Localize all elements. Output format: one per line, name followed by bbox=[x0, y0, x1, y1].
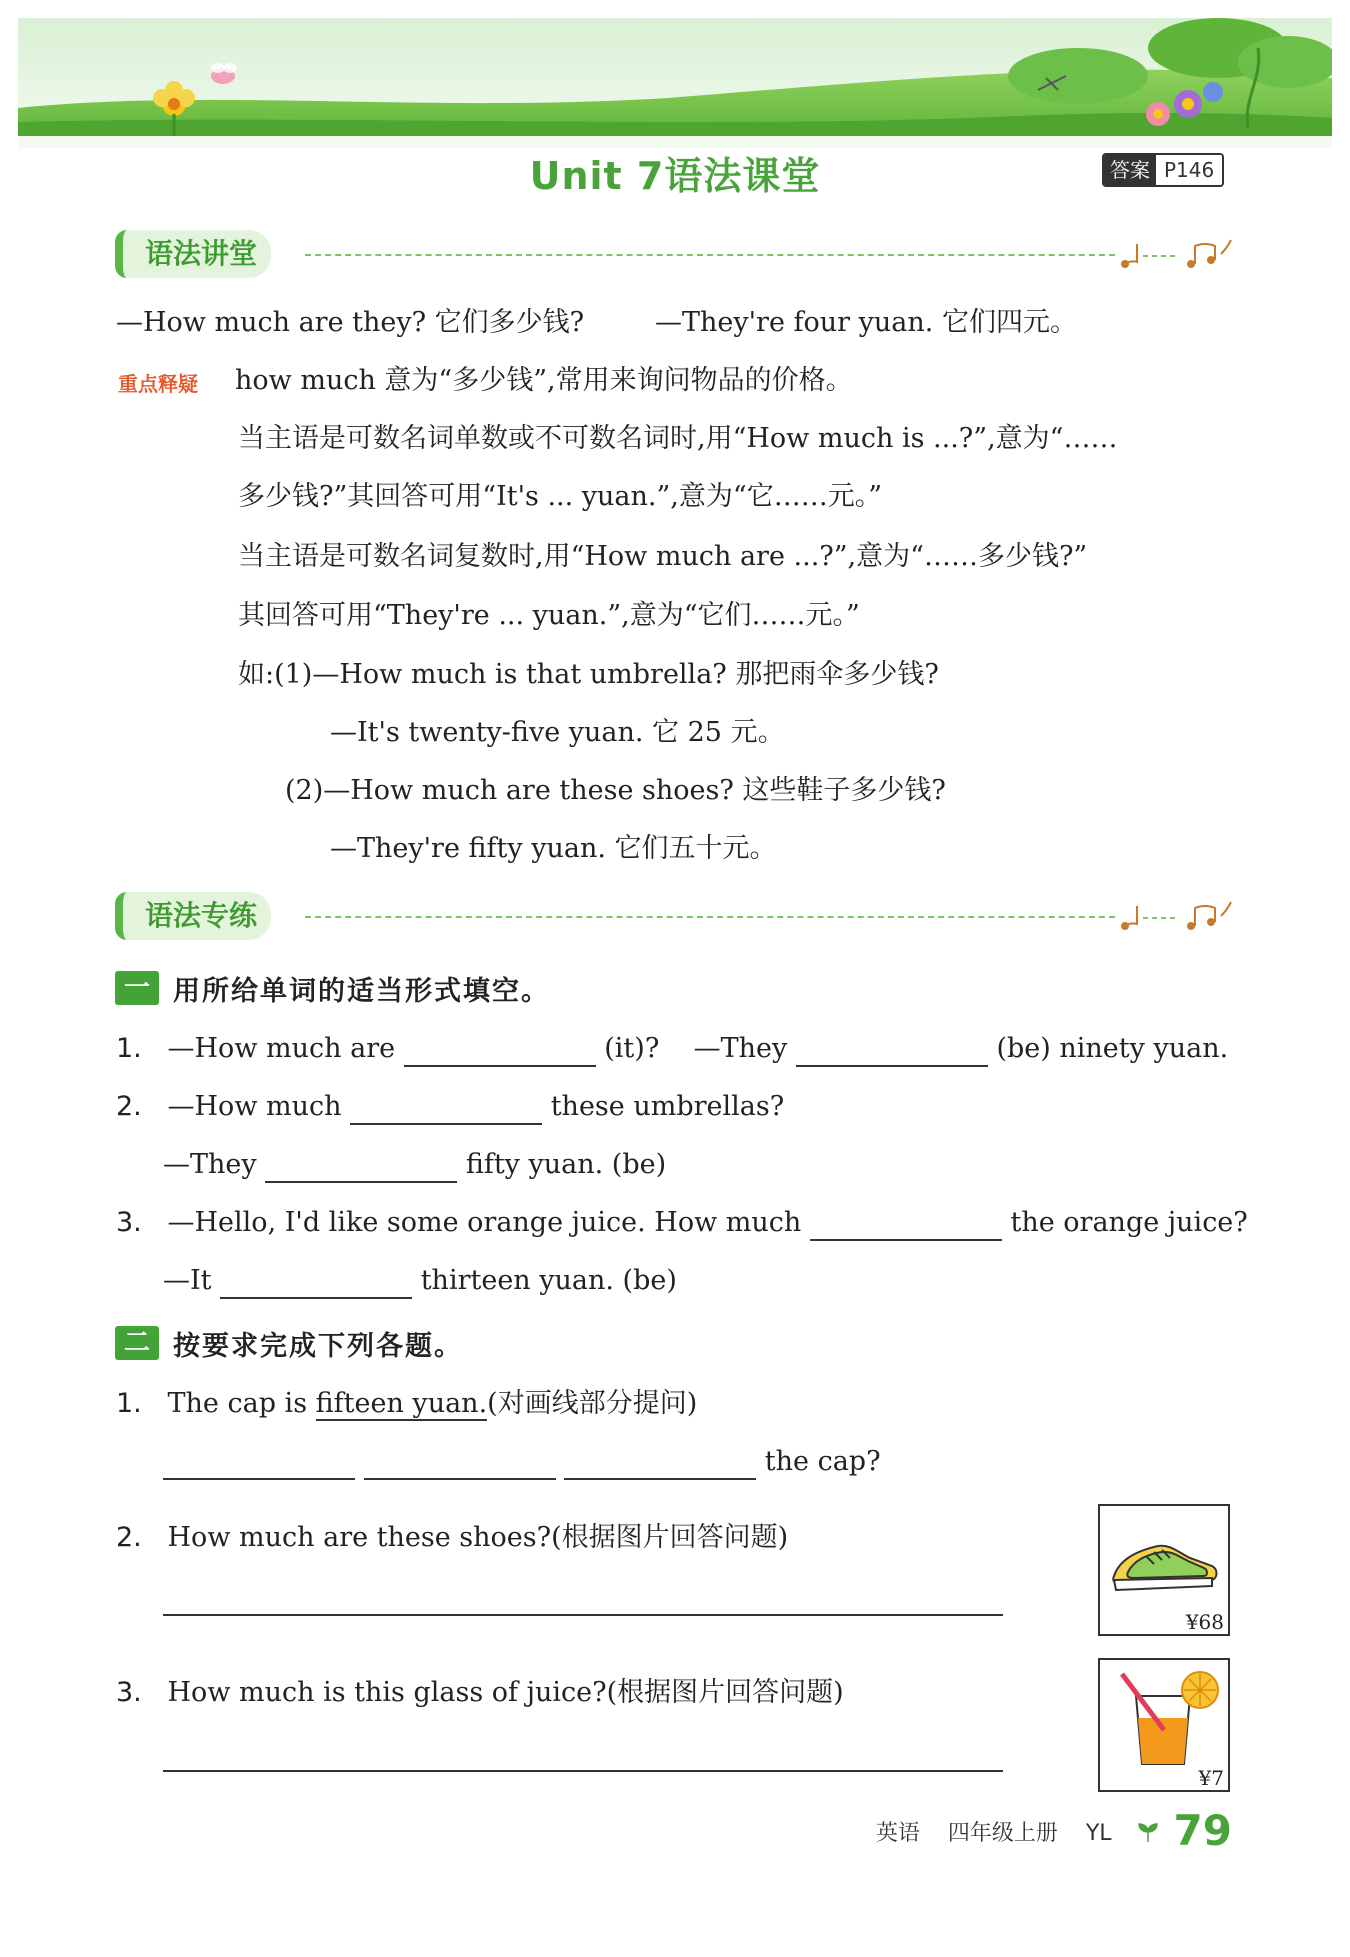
answer-page: P146 bbox=[1156, 155, 1222, 185]
question-1-2b: —They fifty yuan. (be) bbox=[163, 1147, 666, 1183]
answer-blank[interactable] bbox=[564, 1448, 756, 1480]
exercise-instruction: 用所给单词的适当形式填空。 bbox=[173, 975, 550, 1007]
juice-price: ¥7 bbox=[1198, 1766, 1224, 1790]
leaf-icon bbox=[1136, 1820, 1160, 1844]
meadow-banner-illustration bbox=[18, 18, 1332, 148]
answer-line[interactable] bbox=[163, 1740, 1003, 1772]
shoes-price: ¥68 bbox=[1185, 1610, 1224, 1634]
example-line: —It's twenty-five yuan. 它 25 元。 bbox=[330, 717, 785, 748]
juice-picture bbox=[1098, 1658, 1230, 1792]
answer-blank[interactable] bbox=[796, 1035, 988, 1067]
answer-blank[interactable] bbox=[404, 1035, 596, 1067]
answer-page-badge bbox=[1102, 153, 1224, 187]
exercise-number: 一 bbox=[115, 971, 159, 1005]
section-label: 语法专练 bbox=[115, 892, 271, 940]
example-answer: —They're four yuan. 它们四元。 bbox=[655, 307, 1077, 338]
question-1-1: 1. —How much are (it)? —They (be) ninety yuan. bbox=[116, 1031, 1228, 1067]
footer-edition: YL bbox=[1085, 1821, 1112, 1846]
exercise-instruction: 按要求完成下列各题。 bbox=[173, 1330, 463, 1362]
question-2-1: 1. The cap is fifteen yuan.(对画线部分提问) bbox=[116, 1388, 698, 1419]
explanation-line: 多少钱?”其回答可用“It's ... yuan.”,意为“它……元。” bbox=[238, 481, 882, 512]
section-header-grammar-practice bbox=[115, 892, 1235, 944]
section-label: 语法讲堂 bbox=[115, 230, 271, 278]
exercise-number: 二 bbox=[115, 1326, 159, 1360]
answer-blank[interactable] bbox=[810, 1209, 1002, 1241]
sneakers-icon bbox=[1100, 1506, 1228, 1614]
answer-line[interactable] bbox=[163, 1584, 1003, 1616]
section-divider bbox=[305, 916, 1115, 918]
key-point-tag: 重点释疑 bbox=[118, 372, 198, 396]
music-notes-icon bbox=[1115, 896, 1235, 936]
unit-label: Unit 7 bbox=[529, 154, 665, 198]
section-header-grammar-lecture bbox=[115, 230, 1235, 282]
exercise-1-header bbox=[115, 968, 550, 1008]
question-1-2a: 2. —How much these umbrellas? bbox=[116, 1089, 784, 1125]
explanation-line: how much 意为“多少钱”,常用来询问物品的价格。 bbox=[235, 365, 853, 396]
explanation-line: 当主语是可数名词复数时,用“How much are ...?”,意为“……多少钱?” bbox=[238, 541, 1088, 572]
explanation-line: 其回答可用“They're ... yuan.”,意为“它们……元。” bbox=[238, 600, 860, 631]
question-2-2: 2. How much are these shoes?(根据图片回答问题) bbox=[116, 1522, 789, 1553]
shoes-picture bbox=[1098, 1504, 1230, 1636]
example-line: (2)—How much are these shoes? 这些鞋子多少钱? bbox=[285, 775, 946, 806]
answer-label: 答案 bbox=[1104, 155, 1156, 185]
answer-blank[interactable] bbox=[265, 1151, 457, 1183]
page-footer bbox=[848, 1808, 1232, 1854]
page-number: 79 bbox=[1173, 1806, 1232, 1855]
question-2-1-answer-line: the cap? bbox=[163, 1444, 881, 1480]
explanation-line: 当主语是可数名词单数或不可数名词时,用“How much is ...?”,意为“…… bbox=[238, 423, 1118, 454]
answer-blank[interactable] bbox=[163, 1448, 355, 1480]
music-notes-icon bbox=[1115, 234, 1235, 274]
example-line: —They're fifty yuan. 它们五十元。 bbox=[330, 833, 777, 864]
answer-blank[interactable] bbox=[364, 1448, 556, 1480]
question-2-3: 3. How much is this glass of juice?(根据图片回答问题) bbox=[116, 1677, 844, 1708]
juice-glass-icon bbox=[1100, 1660, 1228, 1772]
question-1-3a: 3. —Hello, I'd like some orange juice. How much the orange juice? bbox=[116, 1205, 1248, 1241]
example-question: —How much are they? 它们多少钱? bbox=[116, 307, 585, 338]
example-line: 如:(1)—How much is that umbrella? 那把雨伞多少钱? bbox=[238, 659, 939, 690]
footer-grade: 四年级上册 bbox=[947, 1821, 1058, 1846]
answer-blank[interactable] bbox=[350, 1093, 542, 1125]
answer-blank[interactable] bbox=[220, 1267, 412, 1299]
section-divider bbox=[305, 254, 1115, 256]
exercise-2-header bbox=[115, 1323, 463, 1363]
question-1-3b: —It thirteen yuan. (be) bbox=[163, 1263, 677, 1299]
underlined-phrase: fifteen yuan. bbox=[315, 1388, 488, 1419]
lesson-title: 语法课堂 bbox=[664, 154, 821, 198]
footer-subject: 英语 bbox=[875, 1821, 920, 1846]
